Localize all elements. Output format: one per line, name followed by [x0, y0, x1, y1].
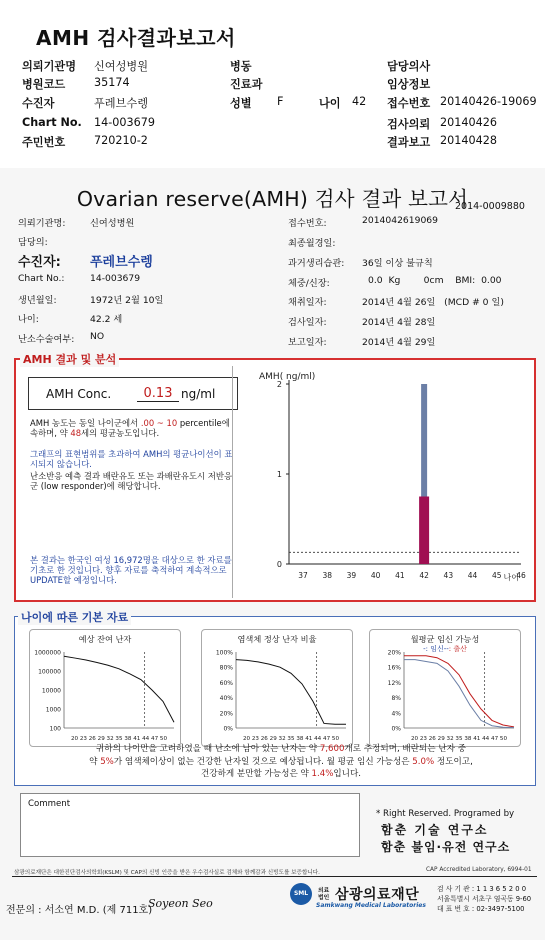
- value-result-report: 20140428: [440, 134, 497, 147]
- mini-chart-title: 월평균 임신 가능성: [410, 634, 480, 644]
- y-tick-label: 0: [276, 560, 282, 569]
- age-reference-panel: [14, 616, 536, 786]
- age-summary-text: [31, 743, 531, 781]
- mini-chart-svg: [370, 630, 522, 748]
- info-label: 나이:: [18, 314, 39, 325]
- label-sex: 성별: [230, 97, 252, 110]
- info-value: 2014년 4월 29일: [362, 337, 436, 348]
- summary-row: [22, 76, 537, 94]
- x-tick-label: 40: [370, 571, 381, 580]
- summary-row: [22, 95, 537, 113]
- signature: Soyeon Seo: [148, 897, 213, 910]
- info-label: Chart No.:: [18, 273, 65, 284]
- amh-conc-unit: ng/ml: [181, 387, 216, 401]
- value-age: 42: [352, 95, 367, 108]
- mini-y-tick-label: 1000: [45, 706, 61, 714]
- mini-chart-title: 예상 잔여 난자: [78, 634, 132, 644]
- mini-series-line: [236, 660, 346, 725]
- mini-y-tick-label: 20%: [219, 710, 233, 718]
- info-value: 14-003679: [90, 273, 141, 284]
- specialist-name: 전문의 : 서소연 M.D. (제 711호): [6, 905, 153, 916]
- value-patient: 푸레브수렝: [94, 97, 149, 110]
- normal-egg-ratio-chart: [201, 629, 353, 747]
- mini-y-tick-label: 20%: [387, 649, 401, 657]
- label-requesting-org: 의뢰기관명: [22, 60, 77, 73]
- mini-chart-title: 염색체 정상 난자 비율: [237, 634, 317, 644]
- mini-series-line: [64, 656, 174, 722]
- birth-percent: 1.4%: [311, 769, 334, 779]
- label-doctor: 담당의사: [387, 60, 431, 73]
- legend-pregnancy: -: 임신--: [423, 645, 449, 653]
- y-tick-label: 1: [276, 470, 282, 479]
- amh-percentile-text: [30, 418, 240, 438]
- mini-y-tick-label: 0%: [391, 725, 401, 733]
- age-section-label: 나이에 따른 기본 자료: [18, 609, 131, 625]
- x-tick-label: 46: [516, 571, 526, 580]
- mini-y-tick-label: 80%: [219, 664, 233, 672]
- comment-box: [20, 793, 360, 857]
- mini-series-line: [404, 656, 514, 727]
- mini-y-tick-label: 100%: [215, 649, 233, 657]
- text-fragment: 귀하의 나이만을 고려하였을 때 난소에 남아 있는 난자는 약: [95, 744, 318, 754]
- info-label: 채취일자:: [288, 297, 327, 308]
- info-label: 최종월경일:: [288, 238, 336, 249]
- label-patient: 수진자: [22, 97, 55, 110]
- amh-conc-box: [28, 377, 238, 410]
- cap-accreditation: CAP Accredited Laboratory, 6994-01: [426, 867, 532, 873]
- label-receipt-no: 접수번호: [387, 97, 431, 110]
- label-test-requested: 검사의뢰: [387, 118, 431, 131]
- info-label: 접수번호:: [288, 218, 327, 229]
- info-value: 42.2 세: [90, 314, 123, 325]
- mini-y-tick-label: 40%: [219, 695, 233, 703]
- amh-chart-svg: [233, 366, 533, 598]
- footer-divider: [12, 876, 537, 877]
- summary-row: [22, 58, 537, 76]
- info-label: 검사일자:: [288, 317, 327, 328]
- mini-y-tick-label: 60%: [219, 679, 233, 687]
- certification-text: 삼광의료재단은 대한진단검사의학회(KSLM) 및 CAP의 신빙 인증을 받은 우수검사실로 검체와 함께감과 신빙도를 보증합니다.: [14, 870, 320, 876]
- label-age: 나이: [319, 97, 341, 110]
- mini-series-line: [404, 660, 514, 728]
- org-address: 서울특별시 서초구 염곡동 9-60: [437, 895, 532, 903]
- info-value: 36일 이상 불규칙: [362, 258, 433, 269]
- text-fragment: 약: [89, 756, 98, 767]
- value-resident-no: 720210-2: [94, 134, 148, 147]
- chart-title: AMH( ng/ml): [259, 372, 316, 382]
- text-fragment: 개로 추정되며, 배란되는 난자 중: [344, 744, 467, 754]
- mini-y-tick-label: 16%: [387, 664, 401, 672]
- text-fragment: 입니다.: [333, 769, 362, 779]
- label-department: 진료과: [230, 78, 263, 91]
- estimated-eggs: 7,600: [319, 744, 345, 754]
- percentile-range: .00 ~ 10: [140, 418, 178, 428]
- summary-row: [22, 134, 537, 152]
- report-sheet: [0, 168, 545, 940]
- info-value: 2014년 4월 26일 (MCD # 0 일): [362, 297, 504, 308]
- amh-response-text: 난소반응 예측 결과 배란유도 또는 과배란유도시 저반응군 (low responder)에 해당합니다.: [30, 471, 233, 491]
- text-fragment: 세의 평균농도입니다.: [81, 428, 160, 438]
- x-tick-label: 41: [395, 571, 405, 580]
- amh-range-note: 그래프의 표현범위를 초과하여 AMH의 평균나이선이 표시되지 않습니다.: [30, 449, 233, 469]
- value-requesting-org: 신여성병원: [94, 60, 149, 73]
- remaining-eggs-chart: [29, 629, 181, 747]
- info-value: 2014년 4월 28일: [362, 317, 436, 328]
- rights-text: * Right Reserved. Programed by: [376, 809, 515, 819]
- mini-y-tick-label: 100: [49, 725, 61, 733]
- info-value: NO: [90, 331, 105, 342]
- info-value: 0.0 Kg 0cm BMI: 0.00: [368, 275, 502, 286]
- org-type: 의료 법인: [318, 888, 330, 901]
- amh-conc-value: 0.13: [137, 386, 179, 402]
- label-result-report: 결과보고: [387, 136, 431, 149]
- comment-label: Comment: [28, 799, 71, 809]
- org-lab-code: 검 사 기 관 : 1 1 3 6 5 2 0 0: [437, 885, 527, 893]
- normal-egg-percent: 5%: [100, 756, 114, 767]
- text-fragment: 정도이고,: [436, 756, 473, 767]
- summary-row: [22, 116, 537, 134]
- equivalent-age: 48: [70, 428, 82, 438]
- org-contact: [437, 884, 531, 914]
- text-fragment: AMH 농도는 동일 나이군에서: [30, 418, 139, 428]
- monthly-pregnancy-chart: [369, 629, 521, 747]
- label-hospital-code: 병원코드: [22, 78, 66, 91]
- info-label: 생년월일:: [18, 295, 57, 306]
- x-axis-label: 나이: [503, 573, 519, 582]
- org-phone: 대 표 번 호 : 02-3497-5100: [437, 905, 525, 913]
- report-doc-id: 2014-0009880: [455, 201, 525, 212]
- amh-section-label: AMH 결과 및 분석: [20, 351, 119, 367]
- value-hospital-code: 35174: [94, 76, 130, 89]
- mini-chart-svg: [30, 630, 182, 748]
- mini-y-tick-label: 100000: [38, 668, 61, 676]
- amh-result-panel: [14, 358, 536, 602]
- mini-y-tick-label: 10000: [41, 687, 61, 695]
- info-label: 과거생리습관:: [288, 258, 345, 269]
- info-label: 의뢰기관명:: [18, 218, 66, 229]
- info-label: 난소수술여부:: [18, 334, 75, 345]
- label-chart-no: Chart No.: [22, 116, 82, 129]
- amh-chart: [232, 366, 532, 598]
- text-fragment: 건강하게 분만할 가능성은 약: [200, 769, 309, 779]
- pregnancy-percent: 5.0%: [412, 756, 435, 767]
- value-receipt-no: 20140426-19069: [440, 95, 537, 108]
- value-chart-no: 14-003679: [94, 116, 155, 129]
- mini-x-tick-labels: 20 23 26 29 32 35 38 41 44 47 50: [242, 736, 340, 742]
- x-tick-label: 45: [492, 571, 502, 580]
- x-tick-label: 42: [419, 571, 429, 580]
- mini-y-tick-label: 8%: [391, 695, 401, 703]
- sml-logo-icon: SML: [290, 883, 312, 905]
- x-tick-label: 38: [322, 571, 332, 580]
- x-tick-label: 37: [298, 571, 308, 580]
- org-name: 삼광의료재단: [335, 887, 420, 903]
- label-clinical-info: 임상정보: [387, 78, 431, 91]
- text-fragment: percentile에 속하며, 약: [30, 418, 230, 438]
- legend-birth: : 출산: [448, 645, 467, 653]
- institute-name-1: 함춘 기술 연구소: [381, 823, 489, 837]
- label-ward: 병동: [230, 60, 252, 73]
- mini-y-tick-label: 0%: [223, 725, 233, 733]
- mini-y-tick-label: 12%: [387, 679, 401, 687]
- x-tick-label: 39: [346, 571, 357, 580]
- org-name-en: Samkwang Medical Laboratories: [316, 902, 426, 909]
- report-summary-title: AMH 검사결과보고서: [36, 26, 236, 50]
- info-label: 보고일자:: [288, 337, 327, 348]
- info-value: 2014042619069: [362, 215, 438, 226]
- amh-conc-label: AMH Conc.: [46, 387, 112, 401]
- info-value: 1972년 2월 10일: [90, 295, 164, 306]
- amh-bar: [419, 497, 429, 565]
- mini-y-tick-label: 4%: [391, 710, 401, 718]
- mini-y-tick-label: 1000000: [34, 649, 61, 657]
- report-title: Ovarian reserve(AMH) 검사 결과 보고서: [76, 187, 469, 211]
- amh-data-source-note: 본 결과는 한국인 여성 16,972명을 대상으로 한 자료를 기초로 한 것입니다. 향후 자료를 축적하여 계속적으로 UPDATE할 예정입니다.: [30, 555, 232, 585]
- mini-chart-svg: [202, 630, 354, 748]
- info-label: 수진자:: [18, 255, 61, 270]
- institute-name-2: 함춘 불임·유전 연구소: [381, 840, 511, 854]
- text-fragment: 가 염색체이상이 없는 건강한 난자일 것으로 예상됩니다. 월 평균 임신 가능성은: [113, 756, 410, 767]
- value-test-requested: 20140426: [440, 116, 497, 129]
- x-tick-label: 43: [443, 571, 454, 580]
- mini-x-tick-labels: 20 23 26 29 32 35 38 41 44 47 50: [70, 736, 168, 742]
- info-value-patient: 푸레브수렝: [90, 255, 153, 270]
- y-tick-label: 2: [276, 380, 282, 389]
- patient-info-right: [288, 215, 538, 355]
- info-label: 체중/신장:: [288, 278, 330, 289]
- info-value: 신여성병원: [90, 218, 135, 229]
- value-sex: F: [277, 95, 284, 108]
- label-resident-no: 주민번호: [22, 136, 66, 149]
- patient-info-left: [18, 215, 258, 355]
- x-tick-label: 44: [467, 571, 478, 580]
- info-label: 담당의:: [18, 237, 48, 248]
- mini-x-tick-labels: 20 23 26 29 32 35 38 41 44 47 50: [410, 736, 508, 742]
